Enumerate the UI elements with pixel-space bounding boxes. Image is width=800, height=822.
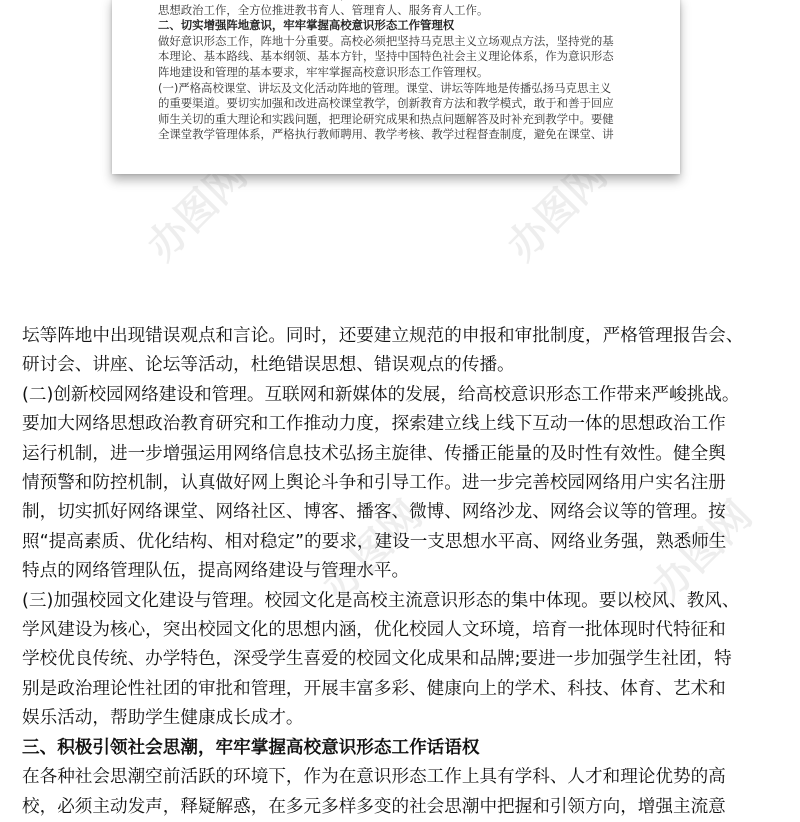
document-body [22,322,782,822]
text-line: 在各种社会思潮空前活跃的环境下，作为在意识形态工作上具有学科、人才和理论优势的高 [22,767,726,788]
preview-line: 的重要渠道。要切实加强和改进高校课堂教学，创新教育方法和教学模式，敢于和善于回应 [158,96,614,111]
watermark-1: 办图网 [138,152,257,270]
text-line: 特点的网络管理队伍，提高网络建设与管理水平。 [22,561,410,582]
watermark-2: 办图网 [498,152,617,270]
text-line: 照“提高素质、优化结构、相对稳定”的要求，建设一支思想水平高、网络业务强，熟悉师生 [22,531,727,552]
text-line-heading: 三、积极引领社会思潮，牢牢掌握高校意识形态工作话语权 [22,737,480,758]
text-line: 学校优良传统、办学特色，深受学生喜爱的校园文化成果和品牌;要进一步加强学生社团，特 [22,649,732,670]
watermark-4: 办图网 [643,492,762,610]
text-line: 别是政治理论性社团的审批和管理，开展丰富多彩、健康向上的学术、科技、体育、艺术和 [22,678,726,699]
preview-line-heading: 二、切实增强阵地意识，牢牢掌握高校意识形态工作管理权 [158,18,455,33]
text-line: 学风建设为核心，突出校园文化的思想内涵，优化校园人文环境，培育一批体现时代特征和 [22,620,726,641]
preview-line: 做好意识形态工作，阵地十分重要。高校必须把坚持马克思主义立场观点方法，坚持党的基 [158,33,614,48]
text-line: 研讨会、讲座、论坛等活动，杜绝错误思想、错误观点的传播。 [22,355,515,376]
text-line: 运行机制，进一步增强运用网络信息技术弘扬主旋律、传播正能量的及时性有效性。健全舆 [22,443,726,464]
preview-line: 全课堂教学管理体系，严格执行教师聘用、教学考核、教学过程督查制度，避免在课堂、讲 [158,127,614,142]
text-line: 要加大网络思想政治教育研究和工作推动力度，探索建立线上线下互动一体的思想政治工作 [22,414,726,435]
text-line: 娱乐活动，帮助学生健康成长成才。 [22,708,304,729]
watermark-3: 办图网 [313,492,432,610]
preview-text-block [158,0,644,143]
document-preview-card [112,0,680,174]
text-line: (二)创新校园网络建设和管理。互联网和新媒体的发展，给高校意识形态工作带来严峻挑战。 [22,384,740,405]
text-line: 制，切实抓好网络课堂、网络社区、博客、播客、微博、网络沙龙、网络会议等的管理。按 [22,502,726,523]
preview-line: (一)严格高校课堂、讲坛及文化活动阵地的管理。课堂、讲坛等阵地是传播弘扬马克思主义 [158,80,612,95]
text-line: 坛等阵地中出现错误观点和言论。同时，还要建立规范的申报和审批制度，严格管理报告会、 [22,326,744,346]
preview-line: 思想政治工作，全方位推进教书育人、管理育人、服务育人工作。 [158,2,489,17]
preview-line: 本理论、基本路线、基本纲领、基本方针，坚持中国特色社会主义理论体系，作为意识形态 [158,49,614,64]
preview-line: 师生关切的重大理论和实践问题，把理论研究成果和热点问题解答及时补充到教学中。要健 [158,111,614,126]
preview-line: 阵地建设和管理的基本要求，牢牢掌握高校意识形态工作管理权。 [158,64,489,79]
text-line: 情预警和防控机制，认真做好网上舆论斗争和引导工作。进一步完善校园网络用户实名注册 [22,473,726,494]
text-line: 校，必须主动发声，释疑解惑，在多元多样多变的社会思潮中把握和引领方向，增强主流意 [22,796,726,817]
text-line: (三)加强校园文化建设与管理。校园文化是高校主流意识形态的集中体现。要以校风、教风、 [22,590,740,611]
